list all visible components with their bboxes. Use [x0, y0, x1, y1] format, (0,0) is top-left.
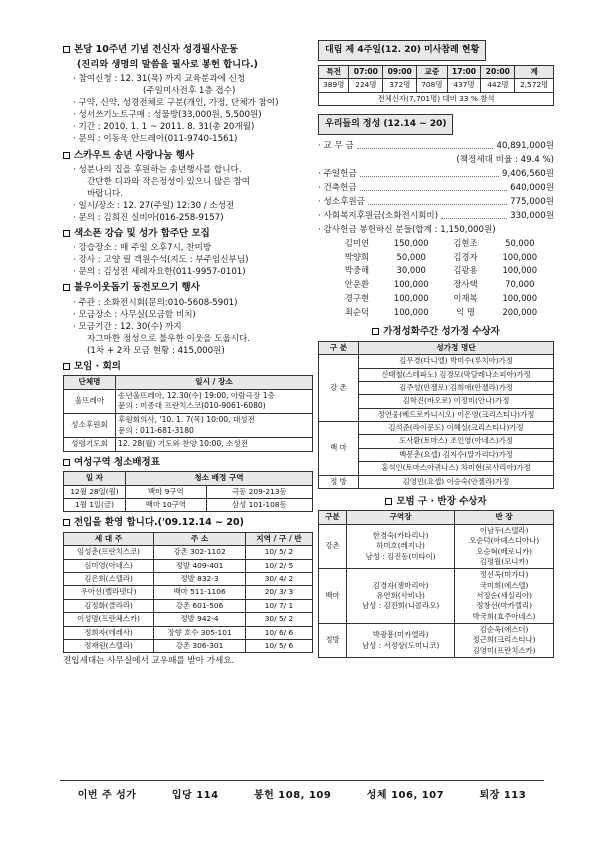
table-cell-line: 정창선(마카렐리) — [476, 601, 532, 611]
table-row — [319, 355, 554, 368]
attendance-total: 전체신자(7,701명) 대비 33 % 참석 — [319, 92, 554, 105]
table-cell-line: 정선옥(미가다) — [479, 570, 529, 580]
cleaning-table — [63, 471, 313, 512]
newcomers-table — [63, 532, 313, 654]
table-cell: 백 마 — [319, 422, 359, 475]
scout-line: · 성분나의 집을 후원하는 송년행사를 합니다. — [73, 164, 242, 175]
table-cell: 백마 — [319, 569, 347, 624]
table-cell-line: 후원회의사, '10. 1. 7(목) 10:00, 대성전 — [118, 414, 255, 424]
table-cell: 임성춘(프란치스코) — [64, 546, 154, 559]
table-cell-line: 이남두(스텔라) — [479, 525, 529, 535]
table-cell-line: 오순덕(아녜스디아나) — [469, 536, 540, 546]
table-row — [64, 485, 313, 498]
attendance-title: 대림 제 4주일(12. 20) 미사참례 현황 — [318, 40, 486, 61]
table-cell: 백마 511-1106 — [154, 586, 246, 599]
table-header: 20:00 — [481, 65, 515, 79]
dot-leader — [360, 168, 499, 177]
coin-line: · 모금장소 : 사무실(모금함 비치) — [73, 309, 196, 320]
table-cell: 10/ 2/ 5 — [245, 559, 312, 572]
table-cell — [347, 524, 455, 568]
square-bullet-icon — [63, 230, 70, 237]
table-row — [334, 264, 551, 278]
hymn-label: 이번 주 성가 — [77, 790, 137, 801]
anniv-subtitle: (진리와 생명의 말씀을 필사로 봉헌 합니다.) — [77, 59, 258, 71]
donor-table — [334, 237, 551, 320]
square-bullet-icon — [63, 46, 70, 53]
table-cell: 홍석인(토마스아퀴나스) 차미현(로사리아)가정 — [359, 462, 554, 475]
scout-line: · 문의 : 김희진 실비아(016-258-9157) — [73, 212, 224, 223]
table-cell: 30,000 — [396, 265, 426, 276]
table-cell: 20/ 3/ 3 — [245, 586, 312, 599]
table-row — [319, 422, 554, 435]
model-heading — [318, 495, 554, 508]
table-header: 구분 — [319, 511, 347, 525]
table-row — [64, 613, 313, 626]
table-header: 단체명 — [64, 376, 116, 390]
table-cell: 정재원(스텔라) — [64, 639, 154, 652]
sax-line: · 문의 : 김성전 세례자요한(011-9957-0101) — [73, 267, 246, 278]
table-cell: 심미영(아네스) — [64, 559, 154, 572]
offering-line — [318, 153, 554, 167]
table-cell-line: 김순옥(에스더) — [479, 625, 529, 635]
table-cell: 강 촌 — [319, 355, 359, 422]
table-cell: 김현조 — [453, 237, 478, 248]
table-cell-line: 김경자(젬마리아) — [372, 580, 429, 590]
table-cell — [347, 569, 455, 624]
square-bullet-icon — [63, 152, 70, 159]
table-row — [64, 559, 313, 572]
table-header: 17:00 — [447, 65, 481, 79]
table-row — [319, 569, 554, 624]
anniv-line: · 기간 : 2010. 1. 1 ~ 2011. 8. 31(총 20개월) — [73, 122, 255, 133]
table-cell: 정발 409-401 — [154, 559, 246, 572]
dot-leader — [368, 196, 507, 205]
table-row — [334, 251, 551, 265]
table-cell: 김석준(라이문도) 이혜실(크리스티나)가정 — [359, 422, 554, 435]
dot-leader — [360, 182, 507, 191]
coin-heading — [63, 281, 313, 294]
table-cell: 경구현 — [344, 292, 370, 303]
table-cell: 389명 — [319, 79, 349, 92]
table-cell: 박중해 — [344, 265, 370, 276]
table-cell: 100,000 — [393, 279, 429, 290]
coin-line: · 모금기간 : 12. 30(수) 까지 — [73, 321, 182, 332]
table-row — [64, 599, 313, 612]
table-cell: 372명 — [383, 79, 417, 92]
table-cell: 100,000 — [502, 292, 538, 303]
table-cell: 12월 28일(월) — [64, 485, 126, 498]
attendance-table — [318, 65, 554, 106]
offering-label: · 사회복지후원금(소화전시회비) — [318, 210, 439, 221]
sax-title: 색소폰 강습 및 성가 합주단 모집 — [74, 227, 210, 239]
anniv-title: 본당 10주년 기념 전신자 성경필사운동 — [74, 44, 239, 55]
hymn-communion: 성체 106, 107 — [366, 790, 445, 801]
table-cell: 10/ 5/ 6 — [245, 639, 312, 652]
table-cell: 백마 9구역 — [126, 485, 207, 498]
table-row — [319, 524, 554, 568]
table-cell: 10/ 6/ 6 — [245, 626, 312, 639]
offering-value: 330,000원 — [510, 210, 554, 221]
table-row — [319, 624, 554, 658]
sax-line: · 강사 : 고양 필 객원수석(지도 : 부주임신부님) — [73, 255, 249, 266]
table-cell: 정희자(데레사) — [64, 626, 154, 639]
table-cell: 김미연 — [344, 237, 370, 248]
table-cell-line: 한경숙(카타리나) — [372, 530, 429, 540]
table-cell: 익 명 — [456, 306, 475, 317]
table-cell: 224명 — [349, 79, 383, 92]
table-row — [64, 639, 313, 652]
newcomers-title: 전입을 환영 합니다.('09.12.14 ~ 20) — [74, 517, 244, 529]
table-cell: 김주성(안젤로) 김희애(안젤라)가정 — [359, 381, 554, 394]
meetings-heading — [63, 360, 313, 373]
table-cell: 김정화(클라라) — [64, 599, 154, 612]
table-cell: 성령기도회 — [64, 438, 116, 452]
table-cell: 442명 — [481, 79, 515, 92]
square-bullet-icon — [63, 519, 70, 526]
table-row — [64, 546, 313, 559]
table-header: 일시 / 장소 — [116, 376, 313, 390]
spacer — [318, 154, 456, 166]
table-cell: 강촌 302-1102 — [154, 546, 246, 559]
table-cell: 강촌 306-301 — [154, 639, 246, 652]
table-cell: 강촌 — [319, 524, 347, 568]
table-cell: 100,000 — [502, 251, 538, 262]
offering-line — [318, 195, 554, 209]
table-cell: 1월 1일(금) — [64, 499, 126, 512]
table-cell-line: 김영미(프란치스카) — [472, 645, 536, 655]
table-cell: 50,000 — [505, 237, 535, 248]
table-row — [64, 389, 313, 413]
table-row — [334, 306, 551, 320]
sax-heading — [63, 227, 313, 240]
scout-heading — [63, 149, 313, 162]
offering-line — [318, 181, 554, 195]
hymn-entrance: 입당 114 — [171, 790, 219, 801]
newcomers-note: 전입세대는 사무실에서 교우패를 받아 가세요. — [63, 656, 235, 667]
table-cell-line: 송년울뜨레아, 12.30(수) 19:00, 아람극장 1층 — [118, 390, 275, 400]
table-cell-line: 남성 : 김진희(니콜라오) — [362, 601, 440, 611]
square-bullet-icon — [63, 284, 70, 291]
table-cell: 100,000 — [502, 265, 538, 276]
table-row — [334, 237, 551, 251]
table-header: 특전 — [319, 65, 349, 79]
table-cell-line: 박광흥(미카엘라) — [372, 630, 429, 640]
dot-leader — [357, 140, 494, 149]
hymn-recessional: 퇴장 113 — [479, 790, 527, 801]
table-cell-line: 남성 : 김진동(미타이) — [365, 551, 436, 561]
table-cell: 김경자 — [453, 251, 478, 262]
anniv-line: · 문의 : 이동욱 안드레아(011-9740-1561) — [73, 134, 238, 145]
table-cell: 708명 — [417, 79, 447, 92]
square-bullet-icon — [385, 498, 392, 505]
anniv-line: (주일미사전후 1층 접수) — [143, 86, 236, 97]
offering-line — [318, 139, 554, 153]
square-bullet-icon — [372, 328, 379, 335]
coin-line: · 주관 : 소화전시회(문의:010-5608-5901) — [73, 297, 238, 308]
table-header: 구역장 — [347, 511, 455, 525]
table-cell: 우아선(벨라뎃다) — [64, 586, 154, 599]
table-cell: 10/ 5/ 2 — [245, 546, 312, 559]
table-header: 세 대 주 — [64, 532, 154, 546]
square-bullet-icon — [63, 459, 70, 466]
table-header: 지역 / 구 / 반 — [245, 532, 312, 546]
offering-lines — [318, 139, 554, 237]
scout-line: 바랍니다. — [87, 188, 123, 199]
table-cell: 정방 — [319, 624, 347, 658]
family-title: 가정성화주간 성가정 수상자 — [383, 326, 500, 338]
table-cell: 극동 209-213동 — [206, 485, 312, 498]
cleaning-title: 여성구역 청소배정표 — [74, 456, 160, 468]
offering-line — [318, 223, 554, 237]
table-cell-line: 국미희(에스텔) — [479, 580, 529, 590]
table-row — [334, 278, 551, 292]
model-title: 모범 구 · 반장 수상자 — [396, 495, 487, 507]
offering-line — [318, 167, 554, 181]
offering-value: 775,000원 — [510, 196, 554, 207]
table-cell: 30/ 4/ 2 — [245, 573, 312, 586]
offering-title: 우리들의 정성 (12.14 ~ 20) — [318, 114, 453, 135]
offering-label: · 교 무 금 — [318, 140, 354, 151]
coin-line: 자그마한 정성으로 불우한 이웃을 도웁시다. — [87, 333, 251, 344]
table-cell: 김은희(스텔라) — [64, 573, 154, 586]
table-cell: 150,000 — [393, 237, 429, 248]
scout-line: · 일시/장소 : 12. 27(주일) 12:30 / 소성전 — [73, 200, 235, 211]
table-cell-line: 문의 : 미종대 프란치스코(010-9061-6080) — [118, 401, 266, 411]
offering-value: (책정세대 비율 : 49.4 %) — [456, 154, 554, 165]
table-cell: 이성명(프란체스카) — [64, 613, 154, 626]
table-cell: 50,000 — [396, 251, 426, 262]
table-cell: 김광용 — [453, 265, 478, 276]
table-cell: 장사택 — [453, 279, 478, 290]
coin-line: (1차 + 2차 모금 현황 : 415,000원) — [87, 345, 225, 356]
table-cell: 삼성 101-108동 — [206, 499, 312, 512]
table-cell — [455, 569, 554, 624]
offering-value: 640,000원 — [510, 182, 554, 193]
left-column — [63, 40, 313, 667]
offering-value: 40,891,000원 — [496, 140, 554, 151]
offering-label: · 감사헌금 봉헌하신 분들(합계 : 1,150,000원) — [318, 224, 496, 235]
table-cell: 장향 호수 305-101 — [154, 626, 246, 639]
table-cell: 10/ 7/ 1 — [245, 599, 312, 612]
table-cell: 신태철(스테파노) 김경모(막달레나소피아)가정 — [359, 368, 554, 381]
scout-title: 스카우트 송년 사랑나눔 행사 — [74, 149, 195, 161]
table-cell: 강촌 601-506 — [154, 599, 246, 612]
table-cell: 최순덕 — [344, 306, 370, 317]
table-header: 교중 — [417, 65, 447, 79]
table-cell: 100,000 — [393, 306, 429, 317]
offering-label: · 주일헌금 — [318, 168, 357, 179]
table-cell: 정 방 — [319, 475, 359, 488]
table-cell-line: 오승혁(베로니카) — [476, 546, 532, 556]
table-row — [64, 499, 313, 512]
anniv-line: · 구약, 신약, 성경전체로 구분(개인, 가정, 단체가 참여) — [73, 98, 279, 109]
table-cell: 박양희 — [344, 251, 370, 262]
meetings-table — [63, 375, 313, 452]
table-cell-line: 문의 : 011-681-3180 — [118, 425, 194, 435]
table-header: 07:00 — [349, 65, 383, 79]
table-cell: 200,000 — [502, 306, 538, 317]
offering-label: · 건축헌금 — [318, 182, 357, 193]
table-cell: 정연웅(베드로카니시오) 이은영(크리스티나)가정 — [359, 408, 554, 421]
table-cell-line: 남성 : 서정상(도미니코) — [362, 640, 440, 650]
offering-label: · 성소후원금 — [318, 196, 365, 207]
table-row — [64, 413, 313, 437]
table-row — [334, 292, 551, 306]
table-row — [64, 586, 313, 599]
table-cell: 도사환(토마스) 조인영(아네스)가정 — [359, 435, 554, 448]
table-row — [64, 573, 313, 586]
cleaning-heading — [63, 456, 313, 469]
table-row — [319, 475, 554, 488]
table-cell: 김무경(다니엘) 박미수(루치아)가정 — [359, 355, 554, 368]
table-cell: 30/ 5/ 2 — [245, 613, 312, 626]
scout-line: 간단한 디과와 작은정성이 있으니 많은 참여 — [87, 176, 251, 187]
anniv-heading — [63, 43, 313, 56]
table-cell-line: 서정순(세실리아) — [476, 590, 532, 600]
table-header: 반 장 — [455, 511, 554, 525]
offering-value: 9,406,560원 — [501, 168, 554, 179]
table-cell: 성소후원회 — [64, 413, 116, 437]
table-cell: 백마 10구역 — [126, 499, 207, 512]
table-header: 성가정 명단 — [359, 341, 554, 355]
family-heading — [318, 325, 554, 338]
newcomers-heading — [63, 516, 313, 529]
table-header: 주 소 — [154, 532, 246, 546]
table-cell: 70,000 — [505, 279, 535, 290]
anniv-line: · 성서쓰기노트구매 : 성물방(33,000원, 5,500원) — [73, 110, 262, 121]
table-cell: 울뜨레아 — [64, 389, 116, 413]
table-header: 09:00 — [383, 65, 417, 79]
hymn-footer — [60, 780, 544, 803]
table-cell: 백봉춘(요셉) 김지수(말가리다)가정 — [359, 448, 554, 461]
model-table — [318, 510, 554, 658]
table-cell: 2,572명 — [515, 79, 554, 92]
coin-title: 불우이웃돕기 동전모으기 행사 — [74, 282, 200, 294]
table-header: 청소 배정 구역 — [126, 472, 313, 486]
table-row — [64, 438, 313, 452]
table-cell-line: 하미호(레지나) — [376, 541, 425, 551]
table-cell-line: 유연희(사비나) — [376, 590, 425, 600]
table-cell-line: 박국희(효주아네스) — [472, 611, 536, 621]
table-cell: 김학진(바오로) 이정미(안나)가정 — [359, 395, 554, 408]
table-cell: 이재복 — [453, 292, 478, 303]
table-header: 계 — [515, 65, 554, 79]
table-cell — [455, 524, 554, 568]
spacer — [496, 224, 554, 236]
table-cell — [455, 624, 554, 658]
table-row — [64, 626, 313, 639]
table-cell: 정발 832-3 — [154, 573, 246, 586]
table-cell: 안운환 — [344, 279, 370, 290]
table-cell — [347, 624, 455, 658]
table-header: 구 분 — [319, 341, 359, 355]
table-cell: 100,000 — [393, 292, 429, 303]
table-cell-line: 정근희(크리스티나) — [472, 635, 536, 645]
dot-leader — [441, 210, 507, 219]
table-cell-line: 김평월(모니카) — [479, 556, 529, 566]
table-cell: 김영민(요셉) 이승숙(안젤라)가정 — [359, 475, 554, 488]
square-bullet-icon — [63, 363, 70, 370]
family-table — [318, 341, 554, 489]
right-column — [318, 40, 554, 658]
table-cell: 437명 — [447, 79, 481, 92]
table-cell: 정발 942-4 — [154, 613, 246, 626]
meetings-title: 모임 · 회의 — [74, 360, 121, 372]
offering-line — [318, 209, 554, 223]
hymn-offertory: 봉헌 108, 109 — [254, 790, 332, 801]
table-cell: 12. 28(월) 기도와 찬양 10:00, 소성전 — [116, 438, 313, 452]
anniv-line: · 참여신청 : 12. 31(목) 까지 교육분과에 신청 — [73, 74, 246, 85]
sax-line: · 강습장소 : 매 주일 오후7시, 찬미방 — [73, 243, 212, 254]
table-header: 일 자 — [64, 472, 126, 486]
